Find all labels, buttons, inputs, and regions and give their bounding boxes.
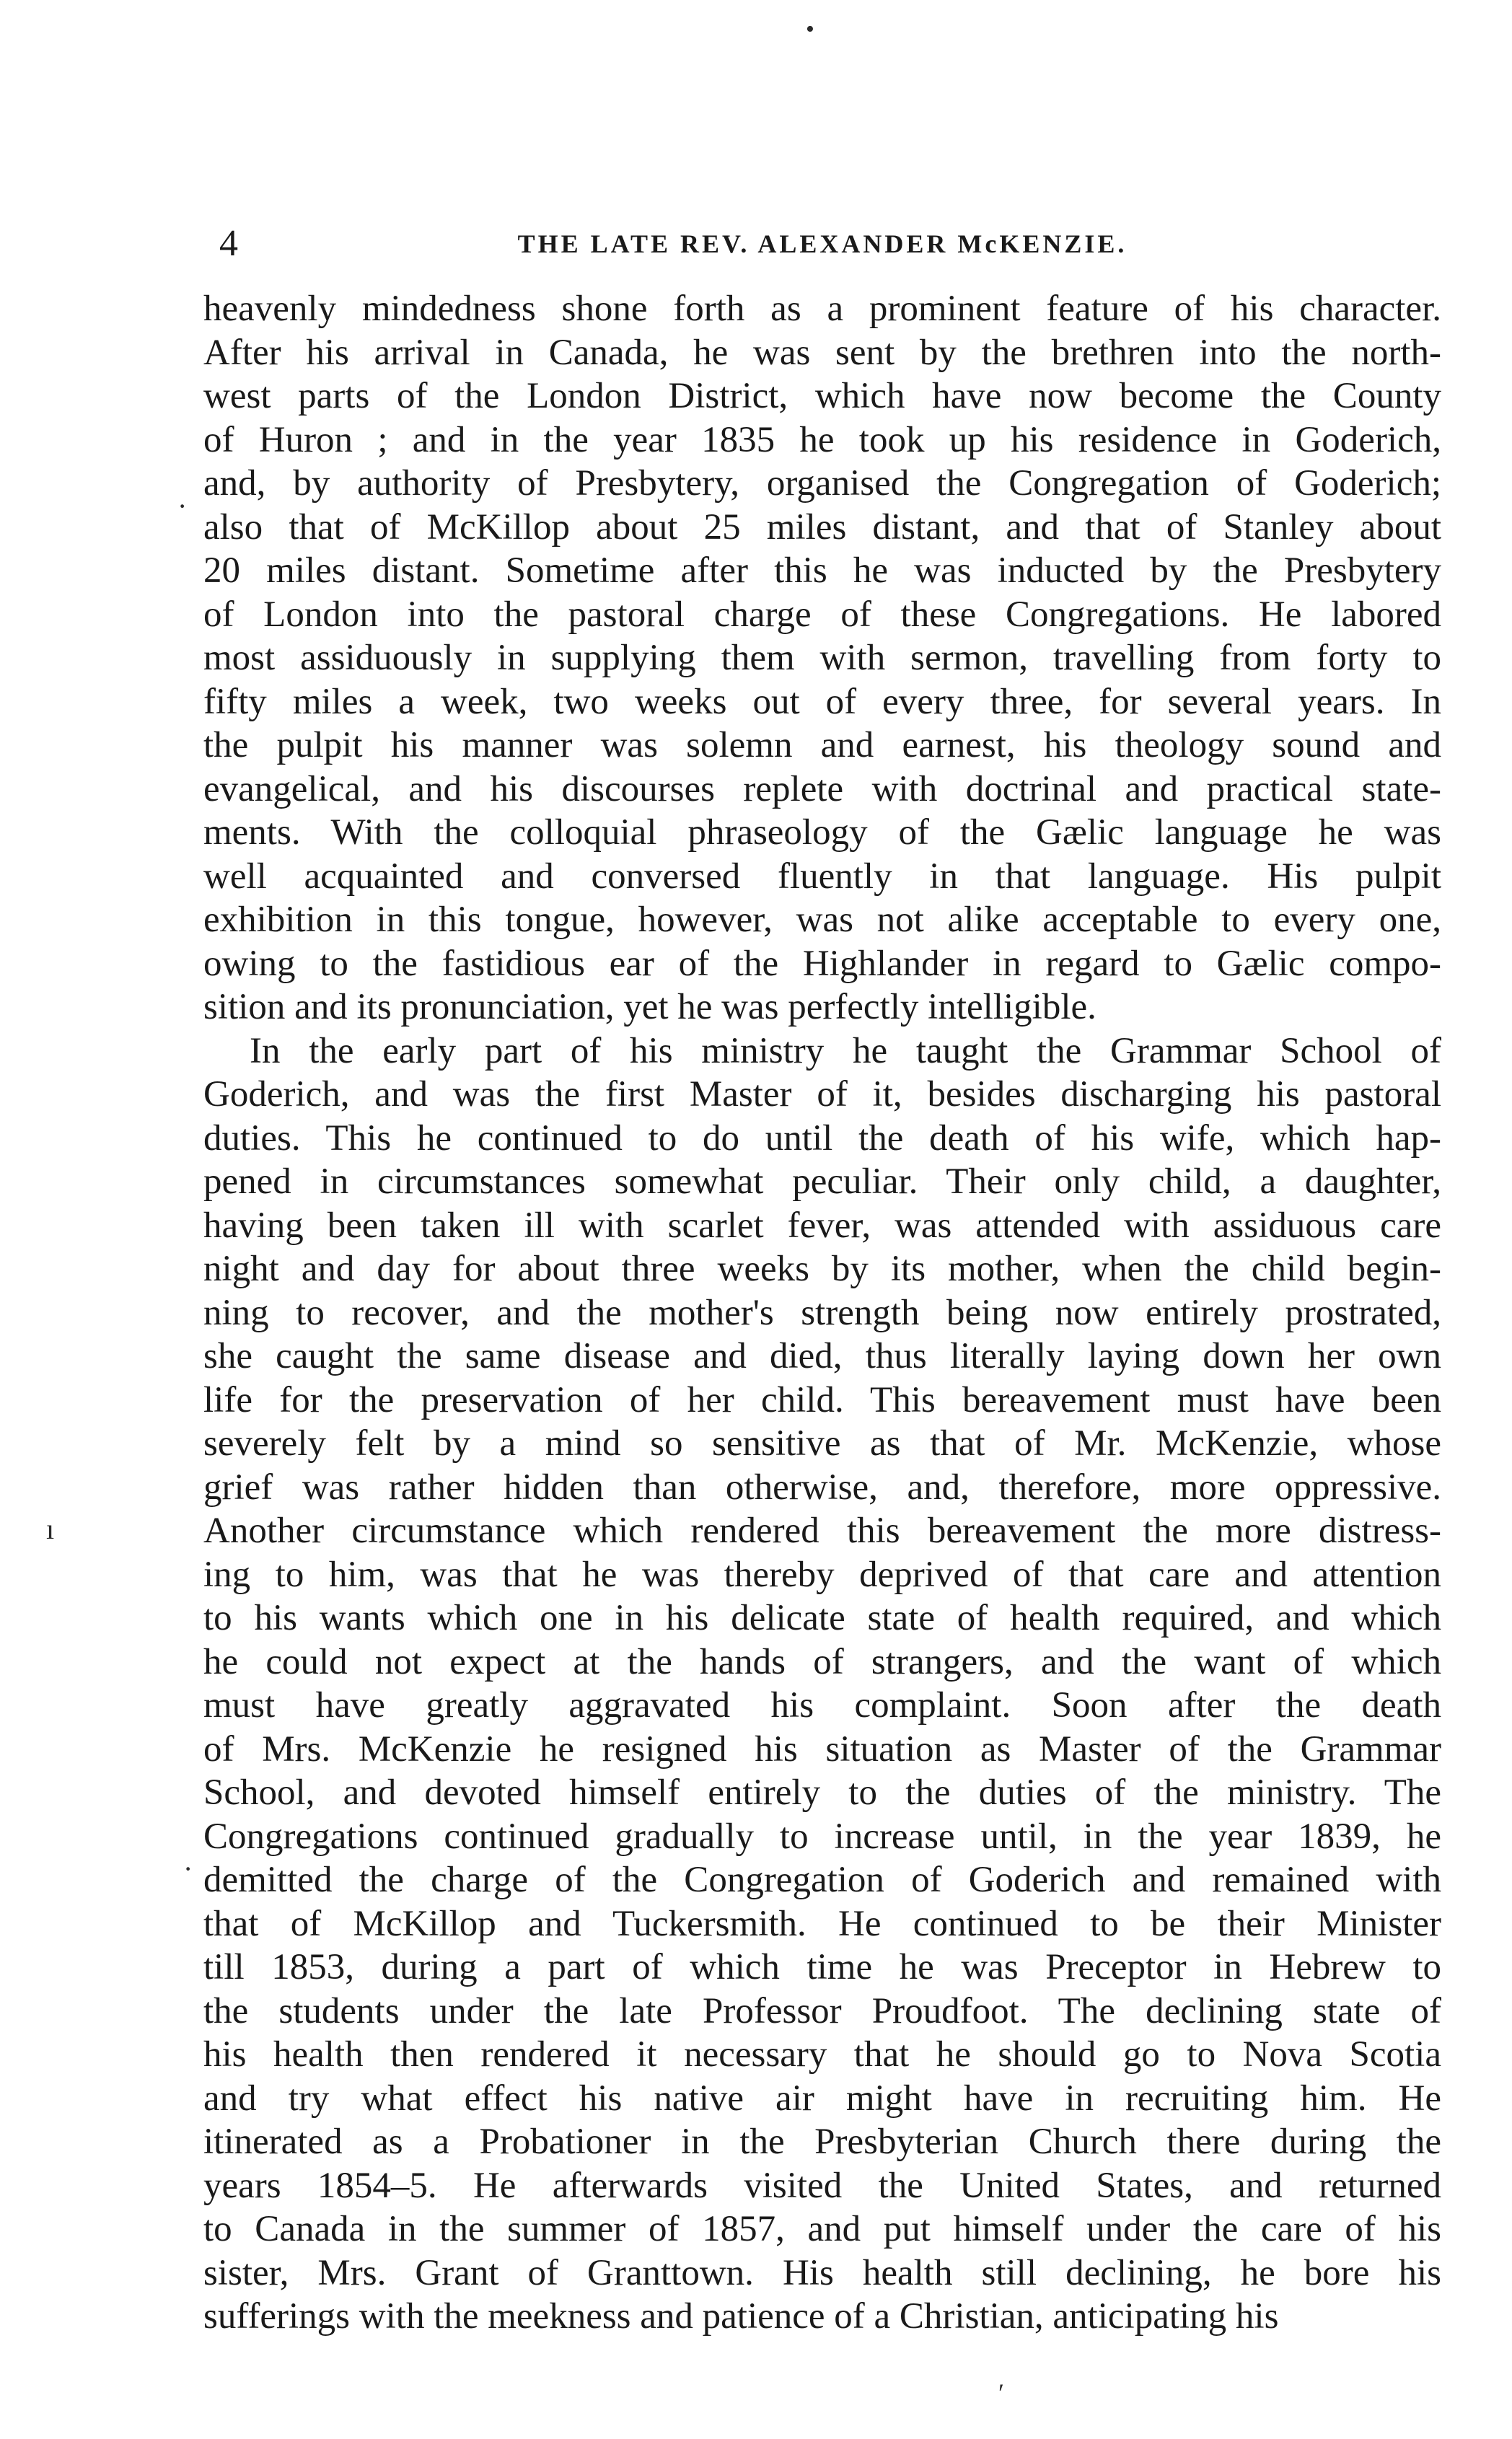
text-line: duties. This he continued to do until the death of his wife, which hap-	[203, 1117, 1441, 1159]
text-line: to his wants which one in his delicate state of health required, and which	[203, 1598, 1441, 1638]
stray-mark-left-3: ·	[183, 1853, 193, 1885]
text-line: severely felt by a mind so sensitive as that of Mr. McKenzie, whose	[203, 1423, 1441, 1464]
stray-mark-left-1: ·	[177, 490, 188, 522]
text-line: fifty miles a week, two weeks out of every three, for several years. In	[203, 681, 1441, 722]
text-line: evangelical, and his discourses replete with doctrinal and practical state-	[203, 768, 1441, 809]
text-line: also that of McKillop about 25 miles distant, and that of Stanley about	[203, 506, 1441, 548]
text-line: the pulpit his manner was solemn and earnest, his theology sound and	[203, 725, 1441, 765]
text-line: and, by authority of Presbytery, organised the Congregation of Goderich;	[203, 463, 1441, 504]
text-line: exhibition in this tongue, however, was not alike acceptable to every one,	[203, 900, 1441, 940]
text-line: sition and its pronunciation, yet he was perfectly intelligible.	[203, 987, 1096, 1027]
text-line: of Mrs. McKenzie he resigned his situation as Master of the Grammar	[203, 1728, 1441, 1770]
text-line: of London into the pastoral charge of these Congregations. He labored	[203, 594, 1441, 635]
text-line: and try what effect his native air might have in recruiting him. He	[203, 2078, 1441, 2119]
text-line: west parts of the London District, which have now become the County	[203, 376, 1441, 416]
text-line: After his arrival in Canada, he was sent by the brethren into the north-	[203, 332, 1441, 373]
text-line: that of McKillop and Tuckersmith. He continued to be their Minister	[203, 1903, 1441, 1944]
text-line: pened in circumstances somewhat peculiar. Their only child, a daughter,	[203, 1161, 1441, 1202]
text-line: well acquainted and conversed fluently in that language. His pulpit	[203, 856, 1441, 897]
running-title: THE LATE REV. ALEXANDER McKENZIE.	[517, 229, 1128, 258]
text-line: Another circumstance which rendered this bereavement the more distress-	[203, 1511, 1441, 1551]
text-line: grief was rather hidden than otherwise, and, therefore, more oppressive.	[203, 1467, 1441, 1508]
paragraph	[203, 1029, 1441, 2339]
text-line: till 1853, during a part of which time he was Preceptor in Hebrew to	[203, 1947, 1441, 1987]
text-line: heavenly mindedness shone forth as a prominent feature of his character.	[203, 289, 1441, 329]
text-line: itinerated as a Probationer in the Presbyterian Church there during the	[203, 2122, 1441, 2162]
text-line: sister, Mrs. Grant of Granttown. His health still declining, he bore his	[203, 2252, 1441, 2293]
text-line: sufferings with the meekness and patience of a Christian, anticipating his	[203, 2296, 1279, 2337]
text-line: Goderich, and was the first Master of it, besides discharging his pastoral	[203, 1074, 1441, 1115]
page-number: 4	[219, 223, 238, 264]
text-line: he could not expect at the hands of strangers, and the want of which	[203, 1641, 1441, 1682]
text-line: life for the preservation of her child. This bereavement must have been	[203, 1379, 1441, 1420]
text-line: School, and devoted himself entirely to the duties of the ministry. The	[203, 1772, 1441, 1813]
stray-mark-left-2: ı	[46, 1513, 55, 1545]
text-line: 20 miles distant. Sometime after this he was inducted by the Presbytery	[203, 550, 1441, 591]
text-line: In the early part of his ministry he taught the Grammar School of	[250, 1030, 1441, 1071]
text-line: of Huron ; and in the year 1835 he took up his residence in Goderich,	[203, 419, 1441, 460]
page-header	[202, 216, 1443, 274]
text-line: ning to recover, and the mother's strength being now entirely prostrated,	[203, 1292, 1441, 1333]
stray-mark-bottom: ′	[998, 2378, 1004, 2407]
text-line: the students under the late Professor Proudfoot. The declining state of	[203, 1990, 1441, 2031]
stray-mark-top: •	[806, 16, 814, 43]
text-line: owing to the fastidious ear of the Highlander in regard to Gælic compo-	[203, 943, 1441, 984]
text-line: years 1854–5. He afterwards visited the United States, and returned	[203, 2165, 1441, 2206]
text-line: must have greatly aggravated his complaint. Soon after the death	[203, 1685, 1441, 1726]
text-line: demitted the charge of the Congregation of Goderich and remained with	[203, 1860, 1441, 1900]
text-line: ments. With the colloquial phraseology of the Gælic language he was	[203, 812, 1441, 853]
paragraph	[203, 287, 1441, 1029]
text-line: night and day for about three weeks by its mother, when the child begin-	[203, 1249, 1441, 1289]
text-line: she caught the same disease and died, thus literally laying down her own	[203, 1336, 1441, 1376]
text-line: to Canada in the summer of 1857, and put himself under the care of his	[203, 2209, 1441, 2249]
text-line: his health then rendered it necessary that he should go to Nova Scotia	[203, 2034, 1441, 2075]
text-line: having been taken ill with scarlet fever, was attended with assiduous care	[203, 1205, 1441, 1246]
body-text	[203, 287, 1441, 2339]
text-line: ing to him, was that he was thereby deprived of that care and attention	[203, 1554, 1441, 1595]
text-line: Congregations continued gradually to increase until, in the year 1839, he	[203, 1816, 1441, 1857]
text-line: most assiduously in supplying them with sermon, travelling from forty to	[203, 638, 1441, 678]
